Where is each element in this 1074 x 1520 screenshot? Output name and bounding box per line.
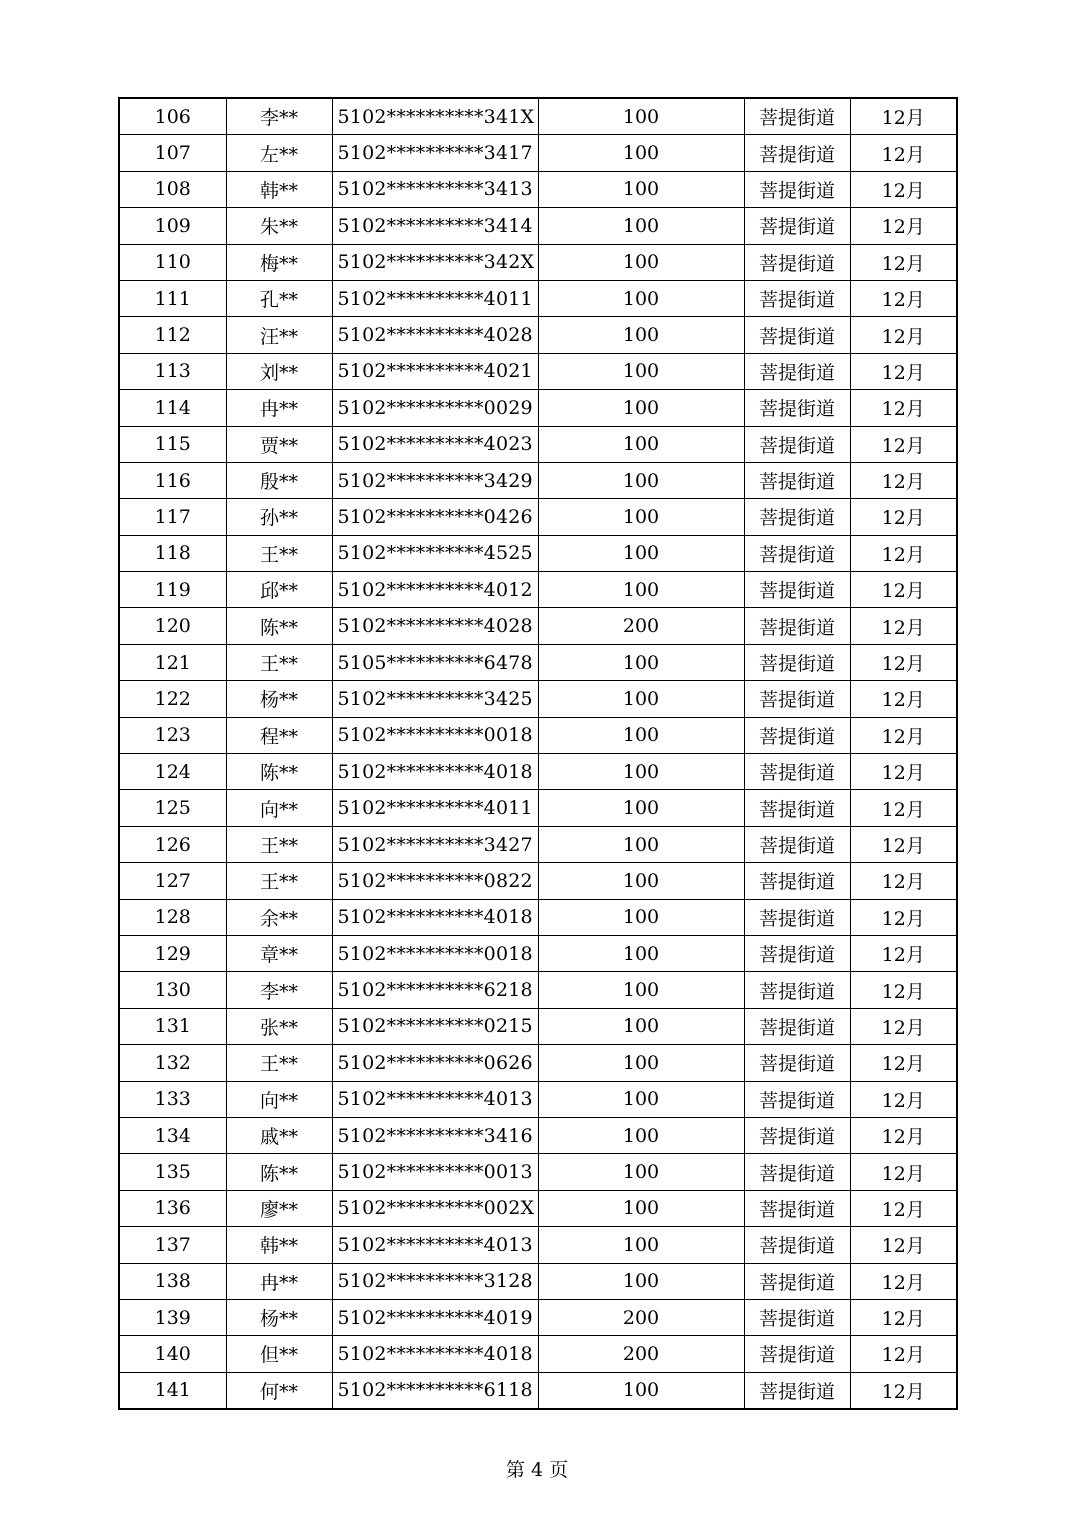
id-number-cell: 5102**********4018 [332,899,538,935]
street-cell: 菩提街道 [744,353,850,389]
street-cell: 菩提街道 [744,244,850,280]
street-cell: 菩提街道 [744,935,850,971]
name-cell: 杨** [226,681,332,717]
row-number-cell: 117 [119,499,226,535]
street-cell: 菩提街道 [744,1227,850,1263]
table-row [119,1045,957,1081]
table-row [119,935,957,971]
row-number-cell: 130 [119,972,226,1008]
table-row [119,790,957,826]
row-number-cell: 128 [119,899,226,935]
id-number-cell: 5102**********6118 [332,1372,538,1409]
table-row [119,535,957,571]
name-cell: 汪** [226,317,332,353]
row-number-cell: 131 [119,1008,226,1044]
id-number-cell: 5102**********4012 [332,572,538,608]
id-number-cell: 5102**********0018 [332,935,538,971]
street-cell: 菩提街道 [744,280,850,316]
month-cell: 12月 [850,899,957,935]
amount-cell: 100 [538,171,744,207]
id-number-cell: 5102**********002X [332,1190,538,1226]
month-cell: 12月 [850,572,957,608]
id-number-cell: 5102**********341X [332,98,538,135]
amount-cell: 100 [538,681,744,717]
table-row [119,608,957,644]
month-cell: 12月 [850,1117,957,1153]
amount-cell: 100 [538,426,744,462]
id-number-cell: 5102**********342X [332,244,538,280]
id-number-cell: 5102**********4525 [332,535,538,571]
month-cell: 12月 [850,1227,957,1263]
street-cell: 菩提街道 [744,1336,850,1372]
id-number-cell: 5102**********3425 [332,681,538,717]
id-number-cell: 5102**********3128 [332,1263,538,1299]
street-cell: 菩提街道 [744,1081,850,1117]
row-number-cell: 119 [119,572,226,608]
id-number-cell: 5102**********0626 [332,1045,538,1081]
name-cell: 向** [226,790,332,826]
table-body [119,98,957,1409]
name-cell: 冉** [226,1263,332,1299]
row-number-cell: 129 [119,935,226,971]
row-number-cell: 139 [119,1299,226,1335]
street-cell: 菩提街道 [744,1263,850,1299]
table-row [119,681,957,717]
row-number-cell: 135 [119,1154,226,1190]
name-cell: 王** [226,535,332,571]
month-cell: 12月 [850,1154,957,1190]
row-number-cell: 114 [119,390,226,426]
amount-cell: 100 [538,863,744,899]
table-row [119,972,957,1008]
month-cell: 12月 [850,935,957,971]
amount-cell: 100 [538,98,744,135]
month-cell: 12月 [850,462,957,498]
name-cell: 贾** [226,426,332,462]
name-cell: 余** [226,899,332,935]
street-cell: 菩提街道 [744,1299,850,1335]
name-cell: 王** [226,1045,332,1081]
id-number-cell: 5102**********4028 [332,317,538,353]
table-row [119,1336,957,1372]
name-cell: 杨** [226,1299,332,1335]
street-cell: 菩提街道 [744,899,850,935]
street-cell: 菩提街道 [744,1008,850,1044]
month-cell: 12月 [850,1263,957,1299]
table-row [119,171,957,207]
street-cell: 菩提街道 [744,826,850,862]
table-row [119,1117,957,1153]
id-number-cell: 5102**********4021 [332,353,538,389]
row-number-cell: 134 [119,1117,226,1153]
month-cell: 12月 [850,608,957,644]
street-cell: 菩提街道 [744,644,850,680]
month-cell: 12月 [850,353,957,389]
table-row [119,863,957,899]
amount-cell: 100 [538,535,744,571]
amount-cell: 100 [538,390,744,426]
row-number-cell: 133 [119,1081,226,1117]
id-number-cell: 5102**********4013 [332,1081,538,1117]
month-cell: 12月 [850,535,957,571]
street-cell: 菩提街道 [744,1117,850,1153]
id-number-cell: 5102**********4019 [332,1299,538,1335]
amount-cell: 100 [538,135,744,171]
name-cell: 王** [226,826,332,862]
amount-cell: 100 [538,1045,744,1081]
id-number-cell: 5102**********4011 [332,280,538,316]
amount-cell: 100 [538,935,744,971]
id-number-cell: 5102**********0029 [332,390,538,426]
amount-cell: 100 [538,826,744,862]
table-row [119,826,957,862]
row-number-cell: 136 [119,1190,226,1226]
month-cell: 12月 [850,98,957,135]
row-number-cell: 121 [119,644,226,680]
month-cell: 12月 [850,171,957,207]
name-cell: 张** [226,1008,332,1044]
street-cell: 菩提街道 [744,972,850,1008]
amount-cell: 100 [538,208,744,244]
id-number-cell: 5102**********4023 [332,426,538,462]
month-cell: 12月 [850,390,957,426]
table-row [119,462,957,498]
id-number-cell: 5102**********3414 [332,208,538,244]
name-cell: 何** [226,1372,332,1409]
name-cell: 王** [226,644,332,680]
street-cell: 菩提街道 [744,1372,850,1409]
street-cell: 菩提街道 [744,608,850,644]
row-number-cell: 125 [119,790,226,826]
table-row [119,280,957,316]
row-number-cell: 126 [119,826,226,862]
street-cell: 菩提街道 [744,717,850,753]
id-number-cell: 5102**********0426 [332,499,538,535]
table-row [119,1081,957,1117]
month-cell: 12月 [850,280,957,316]
month-cell: 12月 [850,1299,957,1335]
street-cell: 菩提街道 [744,499,850,535]
amount-cell: 100 [538,1227,744,1263]
amount-cell: 200 [538,608,744,644]
street-cell: 菩提街道 [744,171,850,207]
row-number-cell: 127 [119,863,226,899]
street-cell: 菩提街道 [744,390,850,426]
name-cell: 章** [226,935,332,971]
id-number-cell: 5102**********4028 [332,608,538,644]
name-cell: 刘** [226,353,332,389]
name-cell: 但** [226,1336,332,1372]
amount-cell: 100 [538,754,744,790]
id-number-cell: 5102**********0018 [332,717,538,753]
row-number-cell: 122 [119,681,226,717]
row-number-cell: 115 [119,426,226,462]
street-cell: 菩提街道 [744,572,850,608]
name-cell: 殷** [226,462,332,498]
row-number-cell: 138 [119,1263,226,1299]
amount-cell: 100 [538,1372,744,1409]
amount-cell: 100 [538,280,744,316]
month-cell: 12月 [850,826,957,862]
street-cell: 菩提街道 [744,535,850,571]
row-number-cell: 118 [119,535,226,571]
name-cell: 程** [226,717,332,753]
street-cell: 菩提街道 [744,426,850,462]
month-cell: 12月 [850,972,957,1008]
id-number-cell: 5102**********3429 [332,462,538,498]
amount-cell: 100 [538,1263,744,1299]
table-row [119,1372,957,1409]
amount-cell: 100 [538,499,744,535]
month-cell: 12月 [850,1190,957,1226]
id-number-cell: 5102**********4018 [332,754,538,790]
table-row [119,353,957,389]
table-row [119,1263,957,1299]
name-cell: 邱** [226,572,332,608]
name-cell: 廖** [226,1190,332,1226]
amount-cell: 100 [538,353,744,389]
row-number-cell: 120 [119,608,226,644]
amount-cell: 100 [538,1117,744,1153]
name-cell: 梅** [226,244,332,280]
month-cell: 12月 [850,1081,957,1117]
row-number-cell: 106 [119,98,226,135]
row-number-cell: 116 [119,462,226,498]
name-cell: 李** [226,972,332,1008]
street-cell: 菩提街道 [744,98,850,135]
table-row [119,208,957,244]
row-number-cell: 141 [119,1372,226,1409]
name-cell: 戚** [226,1117,332,1153]
amount-cell: 100 [538,462,744,498]
id-number-cell: 5102**********6218 [332,972,538,1008]
table-row [119,1154,957,1190]
id-number-cell: 5102**********4013 [332,1227,538,1263]
street-cell: 菩提街道 [744,790,850,826]
table-row [119,244,957,280]
row-number-cell: 112 [119,317,226,353]
row-number-cell: 137 [119,1227,226,1263]
amount-cell: 100 [538,244,744,280]
table-row [119,754,957,790]
id-number-cell: 5102**********3416 [332,1117,538,1153]
month-cell: 12月 [850,244,957,280]
row-number-cell: 110 [119,244,226,280]
amount-cell: 100 [538,1154,744,1190]
data-table [118,97,958,1410]
amount-cell: 100 [538,717,744,753]
table-row [119,644,957,680]
row-number-cell: 111 [119,280,226,316]
month-cell: 12月 [850,681,957,717]
name-cell: 孙** [226,499,332,535]
id-number-cell: 5105**********6478 [332,644,538,680]
id-number-cell: 5102**********3427 [332,826,538,862]
table-row [119,1190,957,1226]
name-cell: 孔** [226,280,332,316]
table-row [119,317,957,353]
month-cell: 12月 [850,1008,957,1044]
name-cell: 冉** [226,390,332,426]
month-cell: 12月 [850,790,957,826]
name-cell: 王** [226,863,332,899]
table-row [119,1008,957,1044]
table-row [119,717,957,753]
amount-cell: 100 [538,1008,744,1044]
month-cell: 12月 [850,1336,957,1372]
amount-cell: 100 [538,644,744,680]
id-number-cell: 5102**********4018 [332,1336,538,1372]
amount-cell: 100 [538,972,744,1008]
row-number-cell: 108 [119,171,226,207]
table-row [119,98,957,135]
month-cell: 12月 [850,208,957,244]
street-cell: 菩提街道 [744,681,850,717]
row-number-cell: 132 [119,1045,226,1081]
name-cell: 韩** [226,171,332,207]
table-row [119,390,957,426]
amount-cell: 200 [538,1336,744,1372]
row-number-cell: 123 [119,717,226,753]
table-row [119,1299,957,1335]
id-number-cell: 5102**********4011 [332,790,538,826]
month-cell: 12月 [850,644,957,680]
name-cell: 陈** [226,754,332,790]
id-number-cell: 5102**********0215 [332,1008,538,1044]
street-cell: 菩提街道 [744,1045,850,1081]
table-row [119,135,957,171]
month-cell: 12月 [850,717,957,753]
month-cell: 12月 [850,426,957,462]
amount-cell: 200 [538,1299,744,1335]
name-cell: 陈** [226,608,332,644]
name-cell: 向** [226,1081,332,1117]
month-cell: 12月 [850,1372,957,1409]
month-cell: 12月 [850,1045,957,1081]
name-cell: 朱** [226,208,332,244]
street-cell: 菩提街道 [744,754,850,790]
table-row [119,572,957,608]
month-cell: 12月 [850,863,957,899]
street-cell: 菩提街道 [744,1190,850,1226]
name-cell: 韩** [226,1227,332,1263]
row-number-cell: 113 [119,353,226,389]
amount-cell: 100 [538,899,744,935]
street-cell: 菩提街道 [744,317,850,353]
name-cell: 左** [226,135,332,171]
table-row [119,899,957,935]
id-number-cell: 5102**********3413 [332,171,538,207]
month-cell: 12月 [850,499,957,535]
row-number-cell: 107 [119,135,226,171]
street-cell: 菩提街道 [744,462,850,498]
amount-cell: 100 [538,317,744,353]
id-number-cell: 5102**********0822 [332,863,538,899]
table-row [119,426,957,462]
page-footer: 第 4 页 [505,1459,569,1481]
row-number-cell: 140 [119,1336,226,1372]
row-number-cell: 109 [119,208,226,244]
street-cell: 菩提街道 [744,135,850,171]
month-cell: 12月 [850,754,957,790]
street-cell: 菩提街道 [744,208,850,244]
name-cell: 李** [226,98,332,135]
amount-cell: 100 [538,1081,744,1117]
street-cell: 菩提街道 [744,863,850,899]
amount-cell: 100 [538,572,744,608]
amount-cell: 100 [538,1190,744,1226]
row-number-cell: 124 [119,754,226,790]
month-cell: 12月 [850,135,957,171]
table-row [119,499,957,535]
name-cell: 陈** [226,1154,332,1190]
street-cell: 菩提街道 [744,1154,850,1190]
id-number-cell: 5102**********3417 [332,135,538,171]
table-row [119,1227,957,1263]
id-number-cell: 5102**********0013 [332,1154,538,1190]
amount-cell: 100 [538,790,744,826]
month-cell: 12月 [850,317,957,353]
